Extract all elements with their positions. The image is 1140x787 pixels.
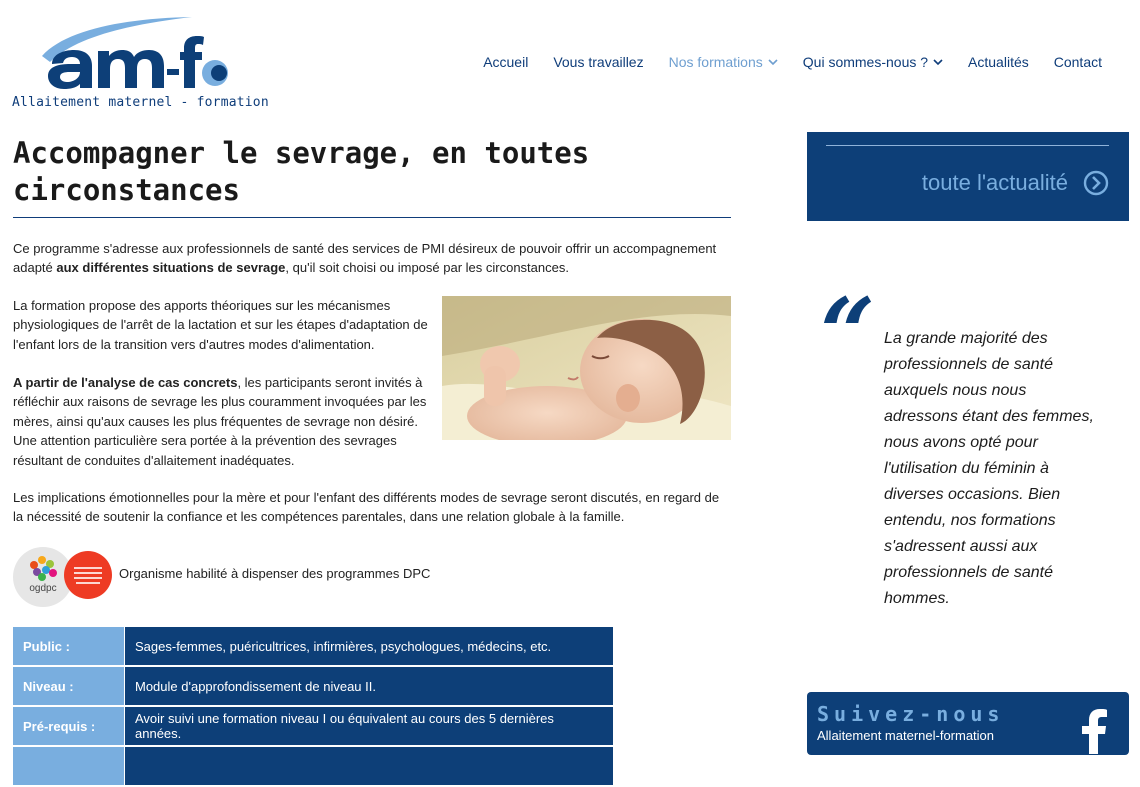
table-row [13,627,613,666]
row-value: Module d'approfondissement de niveau II. [125,666,614,706]
row-value: Sages-femmes, puéricultrices, infirmières, psychologues, médecins, etc. [125,627,614,666]
intro-text-end: , qu'il soit choisi ou imposé par les circonstances. [285,260,569,276]
news-link-label: toute l'actualité [921,170,1068,195]
intro-text: Ce programme s'adresse aux professionnels de santé des services de PMI désireux de pouvoir offrir un accompagnement adapté [13,241,717,276]
nav-accueil[interactable] [483,54,528,70]
table-row [13,666,613,706]
row-value: Avoir suivi une formation niveau I ou équivalent au cours des 5 dernières années. [125,706,614,746]
row-value [125,746,614,786]
cases-emphasis: A partir de l'analyse de cas concrets [13,375,238,390]
logo-subtitle: Allaitement maternel - formation [12,95,269,110]
cases-paragraph [13,373,433,470]
dpc-logos [13,545,113,609]
title-divider [13,217,731,218]
nav-qui-sommes-nous[interactable] [803,54,943,70]
nav-vous-travaillez[interactable] [553,54,643,70]
news-divider [826,145,1109,146]
page-title: Accompagner le sevrage, en toutes circonstances [13,136,590,207]
chevron-down-icon [768,57,778,67]
table-row [13,746,613,786]
nav-label: Actualités [968,54,1029,70]
info-table [13,627,613,787]
follow-subtitle: Allaitement maternel-formation [817,728,995,743]
row-key: Public : [13,627,125,666]
news-link-box[interactable] [807,132,1129,221]
quote-icon: “ [820,277,876,390]
baby-photo [442,296,731,440]
logo-graphic [12,14,242,94]
main-navigation [458,54,1102,70]
facebook-icon [1081,708,1107,754]
nav-contact[interactable] [1054,54,1102,70]
row-key: Pré-requis : [13,706,125,746]
ogdpc-logo-label: ogdpc [29,583,57,594]
intro-paragraph [13,239,728,278]
ogdpc-logo [13,545,113,609]
intro-emphasis: aux différentes situations de sevrage [56,260,286,276]
emotional-paragraph: Les implications émotionnelles pour la mère et pour l'enfant des différents modes de sevrage seront discutés, en regard de la nécessité de soutenir la confiance et les compétences parentales, dans une relation globale à la famille. [13,490,720,525]
nav-label: Contact [1053,54,1102,70]
nav-label: Vous travaillez [553,54,644,70]
nav-label: Accueil [483,54,529,70]
nav-label: Nos formations [668,54,763,70]
nav-nos-formations[interactable] [669,54,778,70]
arrow-circle-right-icon [1083,170,1109,196]
nav-actualites[interactable] [968,54,1029,70]
dpc-label: Organisme habilité à dispenser des programmes DPC [119,566,431,581]
chevron-down-icon [933,57,943,67]
row-key [13,746,125,786]
follow-title: Suivez-nous [817,702,1005,726]
site-logo[interactable] [12,14,269,114]
facebook-follow-box[interactable] [807,692,1129,755]
row-key: Niveau : [13,666,125,706]
cases-text: , les participants seront invités à réfléchir aux raisons de sevrage les plus couramment invoquées par les mères, ainsi qu'aux causes les plus fréquentes de sevrage non désiré. Une attention particulière sera portée à la prévention des sevrages résultant de conduites d'allaitement inadéquates. [13,375,427,468]
table-row [13,706,613,746]
theory-paragraph: La formation propose des apports théoriques sur les mécanismes physiologiques de l'arrêt de la lactation et sur les étapes d'adaptation de l'enfant lors de la transition vers d'autres modes d'alimentation. [13,298,428,352]
sidebar-quote: La grande majorité des professionnels de santé auxquels nous nous adressons étant des femmes, nous avons opté pour l'utilisation du féminin à diverses occasions. Bien entendu, nos formations s'adressent aussi aux professionnels de santé hommes. [884,330,1094,607]
nav-label: Qui sommes-nous ? [802,54,929,70]
